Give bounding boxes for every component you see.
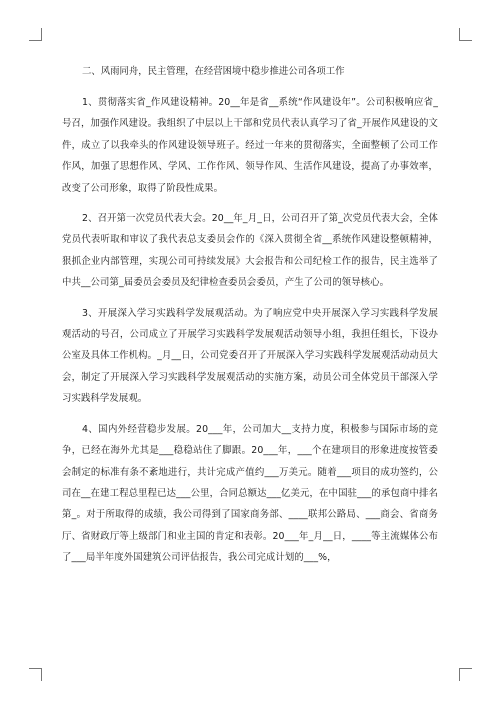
paragraph-1: 1、贯彻落实省_作风建设精神。20__年是省__系统“作风建设年”。公司积极响应省_号召，加强作风建设。我组织了中层以上干部和党员代表认真学习了省_开展作风建设的文件，成立了以我牵头的作风建设领导班子。经过一年来的贯彻落实，全面整顿了公司工作作风，加强了思想作风、学风、工作作风、领导作风、生活作风建设，提高了办事效率，改变了公司形象，取得了阶段性成果。 (62, 97, 438, 194)
paragraph-4: 4、国内外经营稳步发展。20___年，公司加大__支持力度，积极参与国际市场的竞争，已经在海外尤其是___稳稳站住了脚跟。20___年，___个在建项目的形象进度按管委会制定的标准有条不紊地进行，共计完成产值约___万美元。随着___项目的成功签约，公司在__在建工程总里程已达___公里，合同总额达___亿美元，在中国驻___的承包商中排名第_。对于所取得的成绩，我公司得到了国家商务部、____联邦公路局、___商会、省商务厅、省财政厅等上级部门和业主国的肯定和表彰。20___年_月__日，____等主流媒体公布了___局半年度外国建筑公司评估报告，我公司完成计划的___%， (62, 423, 438, 564)
crop-mark-bottom-left (29, 668, 42, 681)
crop-mark-bottom-right (459, 668, 472, 681)
crop-mark-top-left (29, 28, 42, 41)
paragraph-2: 2、召开第一次党员代表大会。20__年_月_日，公司召开了第_次党员代表大会，全体党员代表听取和审议了我代表总支委员会作的《深入贯彻全省__系统作风建设整顿精神，狠抓企业内部管理，实现公司可持续发展》大会报告和公司纪检工作的报告，民主选举了中共__公司第_届委员会委员及纪律检查委员会委员，产生了公司的领导核心。 (62, 213, 438, 289)
paragraph-3: 3、开展深入学习实践科学发展观活动。为了响应党中央开展深入学习实践科学发展观活动的号召，公司成立了开展学习实践科学发展观活动领导小组，我担任组长，下设办公室及具体工作机构。_月__日，公司党委召开了开展深入学习实践科学发展观活动动员大会，制定了开展深入学习实践科学发展观活动的实施方案，动员公司全体党员干部深入学习实践科学发展观。 (62, 307, 438, 405)
crop-mark-top-right (459, 28, 472, 41)
section-heading: 二、风雨同舟，民主管理，在经营困境中稳步推进公司各项工作 (82, 66, 345, 77)
document-body (62, 66, 438, 578)
